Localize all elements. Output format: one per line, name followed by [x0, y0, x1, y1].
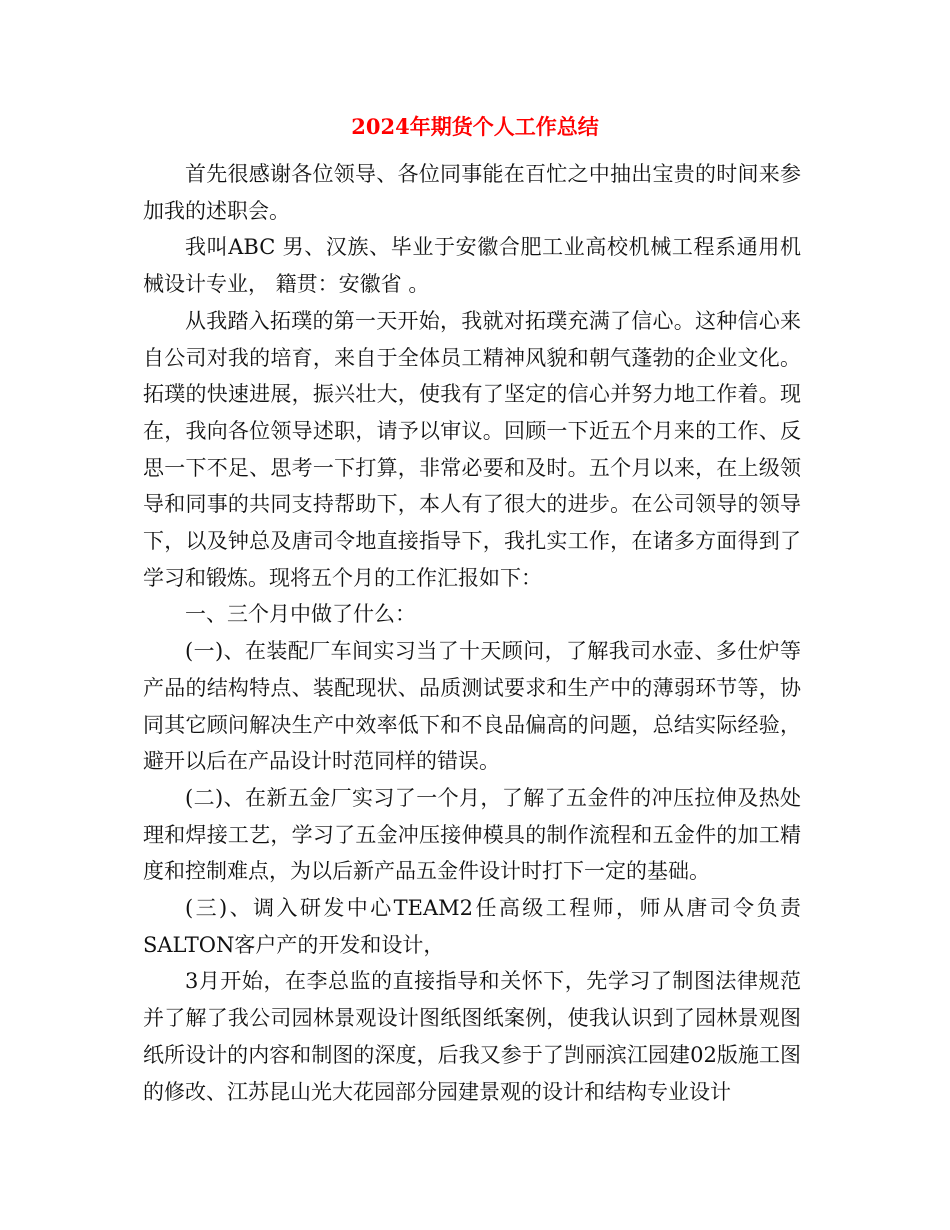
- paragraph-item-one: (一)、在装配厂车间实习当了十天顾问，了解我司水壶、多仕炉等产品的结构特点、装配现状、品质测试要求和生产中的薄弱环节等，协同其它顾问解决生产中效率低下和不良品偏高的问题，总结实际经验，避开以后在产品设计时范同样的错误。: [143, 639, 801, 774]
- paragraph-item-two: (二)、在新五金厂实习了一个月，了解了五金件的冲压拉伸及热处理和焊接工艺，学习了五金冲压接伸模具的制作流程和五金件的加工精度和控制难点，为以后新产品五金件设计时打下一定的基础。: [143, 785, 801, 884]
- paragraph-intro: 首先很感谢各位领导、各位同事能在百忙之中抽出宝贵的时间来参加我的述职会。: [143, 162, 801, 223]
- paragraph-company-confidence: 从我踏入拓璞的第一天开始，我就对拓璞充满了信心。这种信心来自公司对我的培育，来自于全体员工精神风貌和朝气蓬勃的企业文化。拓璞的快速进展，振兴壮大，使我有了坚定的信心并努力地工作着。现在，我向各位领导述职，请予以审议。回顾一下近五个月来的工作、反思一下不足、思考一下打算，非常必要和及时。五个月以来，在上级领导和同事的共同支持帮助下，本人有了很大的进步。在公司领导的领导下，以及钟总及唐司令地直接指导下，我扎实工作，在诸多方面得到了学习和锻炼。现将五个月的工作汇报如下：: [143, 308, 801, 590]
- document-title: 2024年期货个人工作总结: [351, 114, 599, 139]
- paragraph-march: 3月开始，在李总监的直接指导和关怀下，先学习了制图法律规范并了解了我公司园林景观设计图纸图纸案例，使我认识到了园林景观图纸所设计的内容和制图的深度，后我又参于了剀丽滨江园建02版施工图的修改、江苏昆山光大花园部分园建景观的设计和结构专业设计: [143, 969, 801, 1104]
- paragraph-item-three: (三)、调入研发中心TEAM2任高级工程师，师从唐司令负责SALTON客户产的开发和设计，: [143, 896, 801, 957]
- section-heading-one: 一、三个月中做了什么：: [185, 602, 416, 627]
- document-body: [143, 156, 801, 1110]
- paragraph-self-introduction: 我叫ABC 男、汉族、毕业于安徽合肥工业高校机械工程系通用机械设计专业， 籍贯：安徽省 。: [143, 235, 801, 297]
